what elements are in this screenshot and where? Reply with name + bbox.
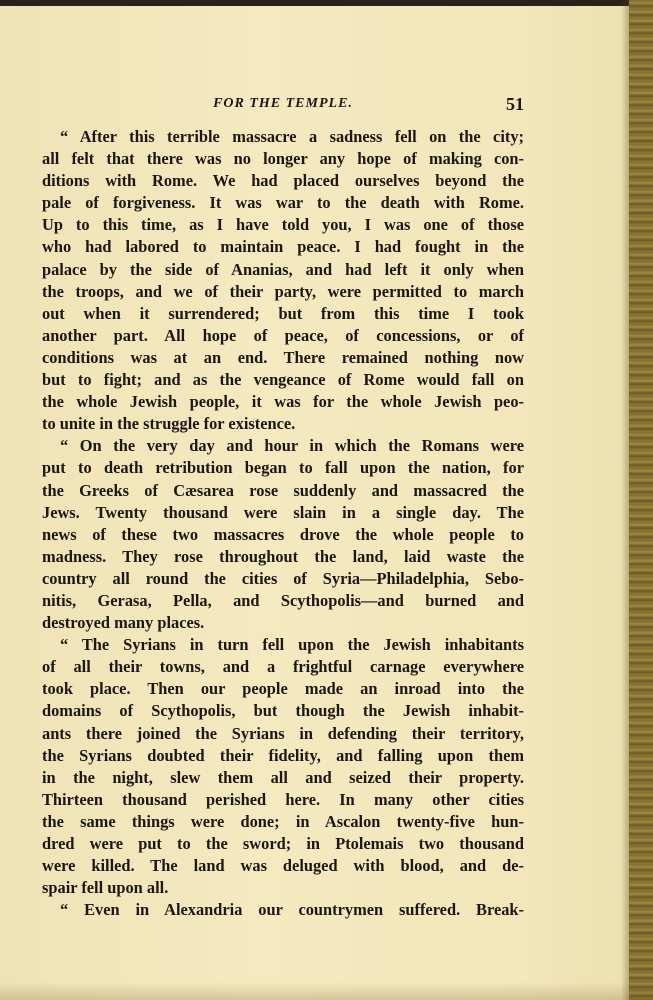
text-line: the Greeks of Cæsarea rose suddenly and massacred the — [42, 480, 524, 500]
body-text — [42, 126, 524, 921]
text-line: news of these two massacres drove the whole people to — [42, 524, 524, 544]
text-line: Up to this time, as I have told you, I was one of those — [42, 215, 524, 235]
text-line: Jews. Twenty thousand were slain in a single day. The — [42, 502, 524, 522]
text-line: who had labored to maintain peace. I had fought in the — [42, 237, 524, 257]
text-line: the Syrians doubted their fidelity, and falling upon them — [42, 745, 524, 765]
text-line: took place. Then our people made an inroad into the — [42, 679, 524, 699]
text-line: “ After this terrible massacre a sadness fell on the city; — [60, 127, 524, 146]
text-line: country all round the cities of Syria—Philadelphia, Sebo- — [42, 568, 524, 588]
text-line: spair fell upon all. — [42, 878, 169, 898]
text-line: the troops, and we of their party, were permitted to march — [42, 281, 524, 301]
text-line: the whole Jewish people, it was for the whole Jewish peo- — [42, 392, 524, 412]
text-line: ditions with Rome. We had placed ourselves beyond the — [42, 171, 524, 191]
text-line: “ On the very day and hour in which the Romans were — [60, 436, 524, 456]
text-line: domains of Scythopolis, but though the Jewish inhabit- — [42, 701, 524, 721]
text-line: but to fight; and as the vengeance of Rome would fall on — [42, 370, 524, 390]
text-line: pale of forgiveness. It was war to the death with Rome. — [42, 193, 524, 213]
text-line: out when it surrendered; but from this time I took — [42, 303, 524, 323]
text-line: nitis, Gerasa, Pella, and Scythopolis—and burned and — [42, 590, 524, 610]
page-header — [42, 94, 524, 118]
text-line: ants there joined the Syrians in defending their territory, — [42, 723, 524, 743]
text-line: palace by the side of Ananias, and had left it only when — [42, 259, 524, 279]
book-spine-edge — [629, 0, 653, 1000]
text-line: were killed. The land was deluged with blood, and de- — [42, 856, 524, 876]
text-line: madness. They rose throughout the land, laid waste the — [42, 546, 524, 566]
running-head: FOR THE TEMPLE. — [213, 96, 353, 111]
text-line: another part. All hope of peace, of concessions, or of — [42, 325, 524, 345]
text-line: all felt that there was no longer any hope of making con- — [42, 149, 524, 169]
text-line: put to death retribution began to fall upon the nation, for — [42, 458, 524, 478]
text-line: to unite in the struggle for existence. — [42, 414, 296, 434]
gutter-shadow — [621, 0, 629, 1000]
text-line: of all their towns, and a frightful carnage everywhere — [42, 657, 524, 677]
page-top-edge — [0, 0, 653, 6]
text-line: conditions was at an end. There remained nothing now — [42, 347, 524, 367]
text-line: in the night, slew them all and seized their property. — [42, 767, 524, 787]
text-line: “ The Syrians in turn fell upon the Jewish inhabitants — [60, 635, 524, 655]
text-line: dred were put to the sword; in Ptolemais two thousand — [42, 834, 524, 853]
page-number: 51 — [506, 94, 524, 114]
page-bottom-shade — [0, 982, 653, 1000]
text-line: “ Even in Alexandria our countrymen suffered. Break- — [60, 900, 524, 920]
text-line: Thirteen thousand perished here. In many other cities — [42, 789, 524, 809]
text-line: the same things were done; in Ascalon twenty-five hun- — [42, 811, 524, 831]
text-line: destroyed many places. — [42, 613, 205, 633]
